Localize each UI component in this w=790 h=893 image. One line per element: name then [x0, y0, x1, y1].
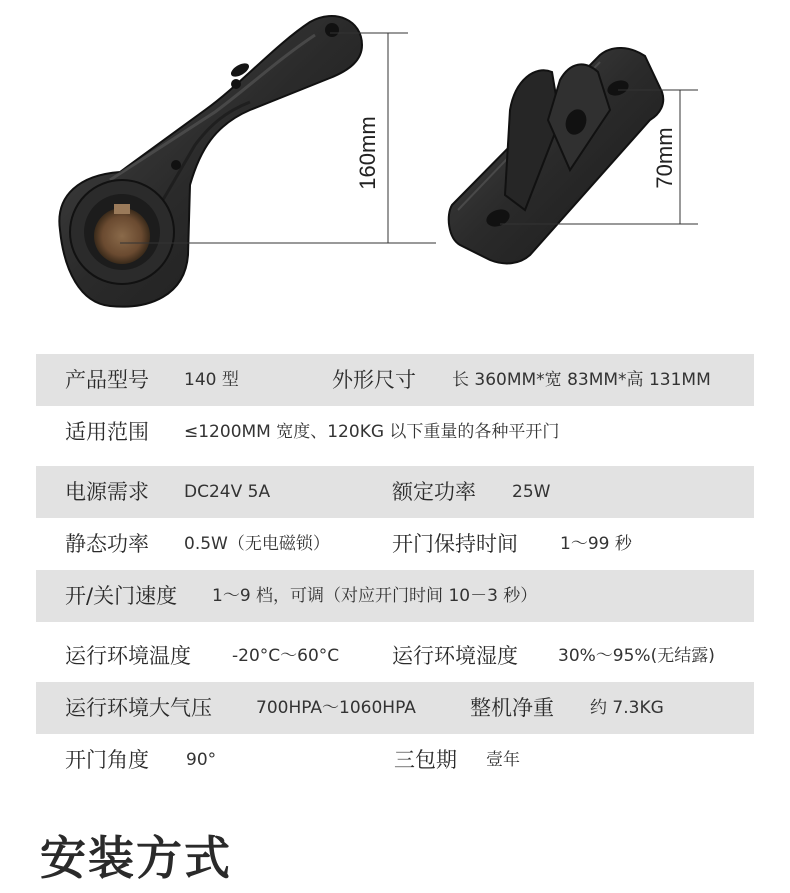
spec-value: 约 7.3KG — [590, 698, 664, 718]
table-row — [36, 734, 754, 786]
spec-value: DC24V 5A — [184, 482, 271, 502]
spec-key: 开/关门速度 — [65, 584, 178, 608]
spec-value: 壹年 — [486, 750, 520, 770]
spec-key: 电源需求 — [65, 480, 149, 504]
table-row — [36, 682, 754, 734]
spec-key: 外形尺寸 — [332, 368, 416, 392]
spec-key: 运行环境湿度 — [392, 644, 518, 668]
spec-key: 整机净重 — [470, 696, 554, 720]
hole-icon — [325, 23, 339, 37]
spec-value: 25W — [512, 482, 551, 502]
spec-value: 140 型 — [184, 370, 239, 390]
spec-key: 运行环境大气压 — [65, 696, 212, 720]
dimension-label-160: 160mm — [355, 116, 380, 190]
arm-bracket — [59, 16, 362, 307]
spec-value: 90° — [186, 750, 217, 770]
table-row — [36, 406, 754, 458]
spec-value: 700HPA～1060HPA — [256, 698, 416, 718]
spec-value: 0.5W（无电磁锁） — [184, 534, 330, 554]
table-row — [36, 570, 754, 622]
table-row — [36, 518, 754, 570]
table-row — [36, 466, 754, 518]
mounting-base — [449, 48, 664, 263]
spec-value: -20°C～60°C — [232, 646, 340, 666]
spec-value: 30%～95%(无结露) — [558, 646, 715, 666]
spec-key: 适用范围 — [65, 420, 149, 444]
spec-key: 额定功率 — [392, 480, 476, 504]
section-title: 安装方式 — [40, 831, 232, 885]
spec-table — [36, 354, 754, 786]
table-row — [36, 630, 754, 682]
spec-value: ≤1200MM 宽度、120KG 以下重量的各种平开门 — [184, 422, 560, 442]
table-row — [36, 354, 754, 406]
spec-key: 开门保持时间 — [392, 532, 518, 556]
spec-value: 1～9 档，可调（对应开门时间 10－3 秒） — [212, 586, 538, 606]
spec-key: 静态功率 — [65, 532, 149, 556]
spec-value: 长 360MM*宽 83MM*高 131MM — [452, 370, 711, 390]
product-photo — [0, 0, 790, 340]
spec-key: 开门角度 — [65, 748, 149, 772]
spec-value: 1～99 秒 — [560, 534, 632, 554]
spec-key: 三包期 — [394, 748, 457, 772]
dimension-label-70: 70mm — [652, 127, 677, 189]
spec-key: 产品型号 — [65, 368, 149, 392]
spec-key: 运行环境温度 — [65, 644, 191, 668]
